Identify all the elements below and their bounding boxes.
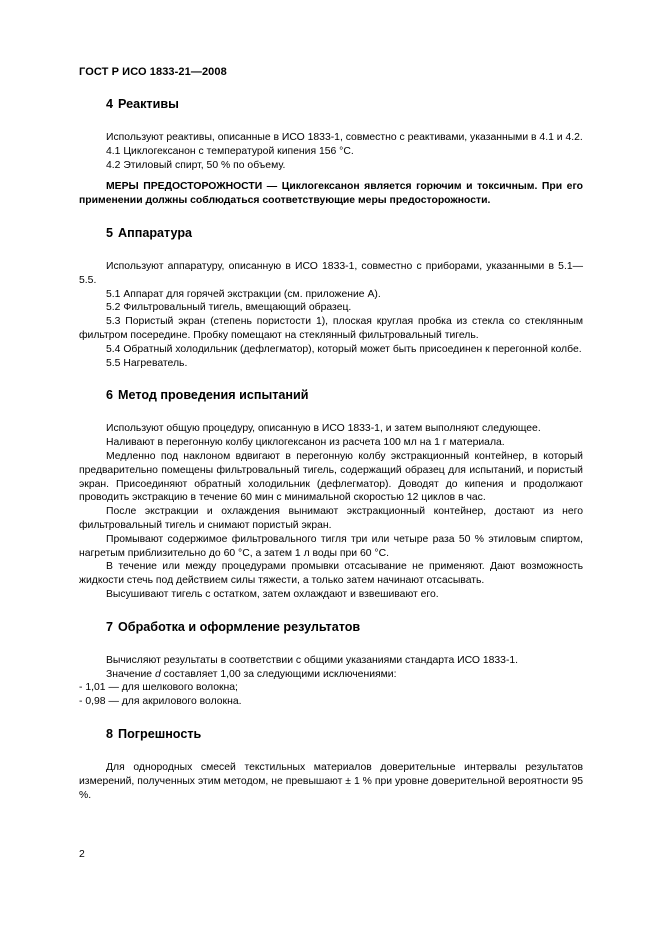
paragraph: В течение или между процедурами промывки отсасывание не применяют. Дают возможность жидкости стечь под действием силы тяжести, а только затем начинают отсасывать. bbox=[79, 561, 583, 587]
page-number: 2 bbox=[79, 849, 85, 860]
section-accuracy bbox=[79, 727, 583, 802]
paragraph: Высушивают тигель с остатком, затем охлаждают и взвешивают его. bbox=[106, 588, 439, 600]
paragraph: 5.4 Обратный холодильник (дефлегматор), который может быть присоединен к перегонной колбе. bbox=[106, 343, 582, 355]
paragraph: 5.5 Нагреватель. bbox=[106, 357, 188, 369]
paragraph: Промывают содержимое фильтровального тигля три или четыре раза 50 % этиловым спиртом, нагретым приблизительно до 60 °С, а затем 1 л воды при 60 °С. bbox=[79, 533, 583, 559]
section-heading: 6 Метод проведения испытаний bbox=[106, 388, 309, 403]
warning-note: МЕРЫ ПРЕДОСТОРОЖНОСТИ — Циклогексанон является горючим и токсичным. При его применении должны соблюдаться соответствующие меры предосторожности. bbox=[79, 181, 583, 207]
paragraph: 5.3 Пористый экран (степень пористости 1), плоская круглая пробка из стекла со стеклянным фильтром посередине. Пробку помещают на стеклянный фильтровальный тигель. bbox=[79, 316, 583, 341]
section-results bbox=[79, 620, 583, 709]
paragraph: Наливают в перегонную колбу циклогексанон из расчета 100 мл на 1 г материала. bbox=[106, 437, 505, 449]
section-heading: 5 Аппаратура bbox=[106, 225, 193, 240]
paragraph: Для однородных смесей текстильных материалов доверительные интервалы результатов измерений, полученных этим методом, не превышают ± 1 % при уровне доверительной вероятности 95 %. bbox=[79, 761, 583, 801]
section-heading: 7 Обработка и оформление результатов bbox=[106, 619, 361, 634]
paragraph: Вычисляют результаты в соответствии с общими указаниями стандарта ИСО 1833-1. bbox=[106, 654, 519, 666]
paragraph: 5.2 Фильтровальный тигель, вмещающий образец. bbox=[106, 302, 352, 314]
document-body bbox=[79, 97, 583, 820]
section-apparatus bbox=[79, 226, 583, 370]
paragraph: 4.2 Этиловый спирт, 50 % по объему. bbox=[106, 159, 286, 171]
paragraph: 4.1 Циклогексанон с температурой кипения 156 °С. bbox=[106, 145, 354, 157]
paragraph: 5.1 Аппарат для горячей экстракции (см. приложение А). bbox=[106, 288, 381, 300]
paragraph: Медленно под наклоном вдвигают в перегонную колбу экстракционный контейнер, в который предварительно помещены фильтровальный тигель, содержащий образец для испытаний, и пористый экран. Присоединяют обратный холодильник (дефлегматор). Доводят до кипения и продолжают проводить экстракцию в течение 60 мин с минимальной скоростью 12 циклов в час. bbox=[79, 450, 583, 504]
paragraph: После экстракции и охлаждения вынимают экстракционный контейнер, достают из него фильтровальный тигель и снимают пористый экран. bbox=[79, 506, 583, 531]
variable-d: d bbox=[154, 668, 161, 680]
page-header: ГОСТ Р ИСО 1833-21—2008 bbox=[79, 66, 227, 78]
section-heading: 8 Погрешность bbox=[106, 726, 202, 741]
list-item: - 0,98 — для акрилового волокна. bbox=[79, 696, 242, 708]
section-heading: 4 Реактивы bbox=[106, 97, 179, 111]
paragraph: Используют реактивы, описанные в ИСО 1833-1, совместно с реактивами, указанными в 4.1 и 4.2. bbox=[106, 132, 583, 143]
list-item: - 1,01 — для шелкового волокна; bbox=[79, 682, 238, 694]
paragraph: Используют аппаратуру, описанную в ИСО 1833-1, совместно с приборами, указанными в 5.1— 5.5. bbox=[79, 260, 583, 286]
paragraph: Используют общую процедуру, описанную в ИСО 1833-1, и затем выполняют следующее. bbox=[106, 423, 541, 435]
paragraph: Значение d составляет 1,00 за следующими исключениями: bbox=[106, 668, 397, 680]
section-test-method bbox=[79, 388, 583, 601]
section-reagents bbox=[79, 97, 583, 208]
